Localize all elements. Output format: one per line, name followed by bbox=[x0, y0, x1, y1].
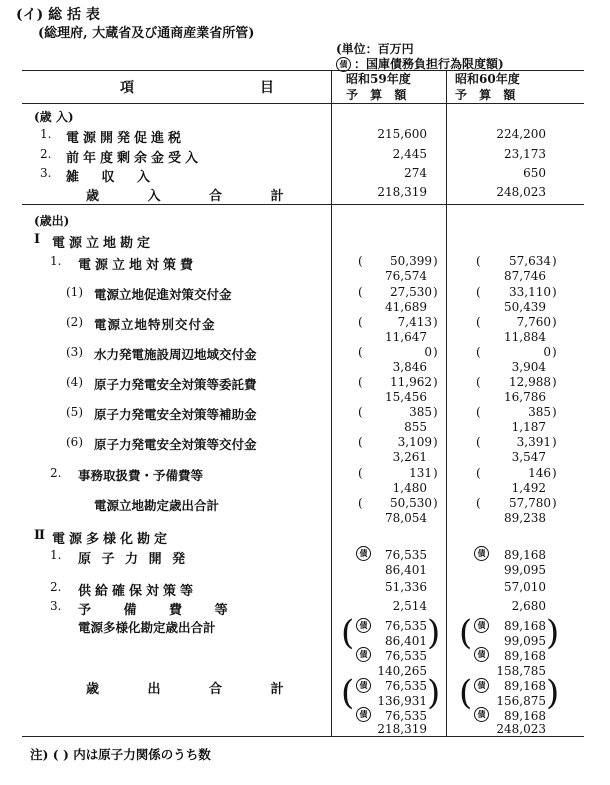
item-header-a: 項 bbox=[120, 80, 134, 96]
row-number: 2. bbox=[40, 147, 52, 161]
fy59-value: 86,401 bbox=[385, 563, 427, 577]
fy59-nuclear-debt-value: 76,535 bbox=[385, 619, 427, 633]
fy60-debt-value: 89,168 bbox=[504, 709, 546, 723]
fy59-value: 140,265 bbox=[377, 664, 427, 678]
unit-line1: (単位：百万円 bbox=[336, 42, 414, 56]
fy60-value: 1,492 bbox=[511, 481, 546, 495]
row-number: (6) bbox=[66, 435, 83, 449]
debt-mark-icon: 債 bbox=[356, 707, 374, 722]
paren-close: ) bbox=[427, 673, 441, 713]
row-number: (2) bbox=[66, 315, 83, 329]
fy60-header-sub: 予 算 額 bbox=[455, 88, 520, 102]
fy59-value: 3,261 bbox=[392, 450, 427, 464]
debt-mark-icon: 債 bbox=[474, 618, 492, 633]
fy60-value: 158,785 bbox=[496, 664, 546, 678]
row-number: (4) bbox=[66, 375, 83, 389]
row-label: 予 備 費 等 bbox=[78, 603, 242, 618]
debt-mark-icon: 債 bbox=[356, 678, 374, 693]
fy59-header: 昭和59年度 bbox=[346, 72, 411, 86]
row-label: 電源立地特別交付金 bbox=[94, 317, 216, 332]
fy59-value: 78,054 bbox=[385, 511, 427, 525]
fy59-nuclear-value: 136,931 bbox=[377, 694, 427, 708]
account-label: 電源立地勘定 bbox=[52, 236, 155, 251]
fy60-value: 650 bbox=[523, 166, 546, 180]
fy59-nuclear-value: 11,962 bbox=[390, 375, 432, 389]
row-label: 事務取扱費・予備費等 bbox=[78, 468, 204, 483]
header-rule bbox=[22, 103, 584, 104]
row-number: 1. bbox=[50, 548, 62, 562]
row-label: 原子力発電安全対策等交付金 bbox=[94, 437, 257, 452]
fy59-value: 3,846 bbox=[392, 360, 427, 374]
fy60-nuclear-value: 33,110 bbox=[509, 285, 551, 299]
section-rule bbox=[22, 204, 584, 205]
item-header-b: 目 bbox=[260, 80, 274, 96]
row-label: 原 子 力 開 発 bbox=[78, 552, 189, 567]
account-total-label: 電源多様化勘定歳出合計 bbox=[78, 620, 216, 635]
fy59-nuclear-value: 0 bbox=[424, 345, 432, 359]
paren-close: ) bbox=[427, 613, 441, 653]
fy59-value: 855 bbox=[404, 420, 427, 434]
debt-mark-icon: 債 bbox=[474, 647, 492, 662]
fy59-header-sub: 予 算 額 bbox=[346, 88, 411, 102]
row-number: 3. bbox=[50, 599, 62, 613]
fy59-value: 76,574 bbox=[385, 269, 427, 283]
fy59-value: 15,456 bbox=[385, 390, 427, 404]
fy60-value: 248,023 bbox=[496, 722, 546, 736]
row-number: (3) bbox=[66, 345, 83, 359]
debt-mark-icon: 債 bbox=[356, 618, 374, 633]
row-label: 前年度剰余金受入 bbox=[66, 151, 203, 166]
fy59-value: 2,445 bbox=[392, 147, 427, 161]
fy59-debt-value: 76,535 bbox=[385, 649, 427, 663]
revenue-section-label: (歳 入) bbox=[34, 110, 74, 124]
fy60-value: 224,200 bbox=[496, 127, 546, 141]
row-label: 水力発電施設周辺地域交付金 bbox=[94, 347, 257, 362]
debt-mark-icon: 債 bbox=[356, 546, 374, 561]
fy60-nuclear-value: 57,780 bbox=[509, 496, 551, 510]
paren-open: ( bbox=[341, 673, 355, 713]
row-label: 原子力発電安全対策等補助金 bbox=[94, 407, 257, 422]
fy59-nuclear-debt-value: 76,535 bbox=[385, 679, 427, 693]
fy60-value: 57,010 bbox=[504, 580, 546, 594]
paren-open: ( bbox=[459, 613, 473, 653]
fy60-debt-value: 89,168 bbox=[504, 649, 546, 663]
table-bottom-rule bbox=[22, 736, 584, 737]
fy60-value: 16,786 bbox=[504, 390, 546, 404]
expenditure-total-label: 歳 出 合 計 bbox=[86, 682, 306, 697]
fy59-nuclear-value: 385 bbox=[409, 405, 432, 419]
fy59-nuclear-value: 27,530 bbox=[390, 285, 432, 299]
unit-line2: 債 ：国庫債務負担行為限度額) bbox=[336, 55, 504, 72]
expenditure-section-label: (歳出) bbox=[34, 214, 70, 228]
fy59-nuclear-value: 7,413 bbox=[397, 315, 432, 329]
fy60-value: 3,904 bbox=[511, 360, 546, 374]
fy60-value: 99,095 bbox=[504, 563, 546, 577]
fy59-debt-value: 76,535 bbox=[385, 709, 427, 723]
fy60-value: 23,173 bbox=[504, 147, 546, 161]
paren-open: ( bbox=[459, 673, 473, 713]
fy60-nuclear-value: 156,875 bbox=[496, 694, 546, 708]
fy60-value: 87,746 bbox=[504, 269, 546, 283]
column-divider-2 bbox=[446, 70, 447, 736]
debt-mark-icon: 債 bbox=[474, 678, 492, 693]
debt-mark-icon: 債 bbox=[474, 707, 492, 722]
fy59-nuclear-value: 131 bbox=[409, 466, 432, 480]
table-title: (イ) 総 括 表 bbox=[16, 7, 100, 23]
fy60-debt-value: 89,168 bbox=[504, 548, 546, 562]
fy59-nuclear-value: 3,109 bbox=[397, 435, 432, 449]
paren-close: ) bbox=[552, 254, 557, 268]
paren-open: ( bbox=[358, 254, 363, 268]
row-label: 電源立地対策費 bbox=[78, 258, 198, 273]
row-number: 1. bbox=[50, 254, 62, 268]
fy60-nuclear-value: 385 bbox=[528, 405, 551, 419]
fy59-value: 41,689 bbox=[385, 300, 427, 314]
fy59-value: 11,647 bbox=[385, 330, 427, 344]
account-number: Ⅱ bbox=[34, 528, 45, 543]
fy59-value: 274 bbox=[404, 166, 427, 180]
fy59-value: 2,514 bbox=[392, 599, 427, 613]
row-number: 2. bbox=[50, 466, 62, 480]
row-label: 供給確保対策等 bbox=[78, 584, 198, 599]
fy59-debt-value: 76,535 bbox=[385, 548, 427, 562]
row-label: 電源立地促進対策交付金 bbox=[94, 287, 232, 302]
debt-mark-icon: 債 bbox=[336, 57, 351, 72]
fy60-nuclear-debt-value: 89,168 bbox=[504, 619, 546, 633]
fy59-nuclear-value: 86,401 bbox=[385, 634, 427, 648]
debt-mark-icon: 債 bbox=[474, 546, 492, 561]
row-number: 2. bbox=[50, 580, 62, 594]
footnote: 注) ( ) 内は原子力関係のうち数 bbox=[30, 747, 211, 762]
fy59-nuclear-value: 50,399 bbox=[390, 254, 432, 268]
fy60-nuclear-value: 7,760 bbox=[516, 315, 551, 329]
paren-open: ( bbox=[476, 254, 481, 268]
fy60-nuclear-value: 99,095 bbox=[504, 634, 546, 648]
fy60-value: 3,547 bbox=[511, 450, 546, 464]
column-divider-1 bbox=[331, 70, 332, 736]
row-label: 原子力発電安全対策等委託費 bbox=[94, 377, 257, 392]
fy60-value: 89,238 bbox=[504, 511, 546, 525]
row-number: (1) bbox=[66, 285, 83, 299]
fy59-value: 215,600 bbox=[377, 127, 427, 141]
fy60-nuclear-value: 146 bbox=[528, 466, 551, 480]
account-label: 電源多様化勘定 bbox=[52, 532, 172, 547]
fy60-value: 248,023 bbox=[496, 185, 546, 199]
row-label: 電源開発促進税 bbox=[66, 131, 186, 146]
fy60-nuclear-value: 57,634 bbox=[509, 254, 551, 268]
paren-close: ) bbox=[433, 254, 438, 268]
fy60-value: 1,187 bbox=[511, 420, 546, 434]
fy60-value: 11,884 bbox=[504, 330, 546, 344]
fy59-value: 218,319 bbox=[377, 185, 427, 199]
fy60-value: 50,439 bbox=[504, 300, 546, 314]
debt-mark-icon: 債 bbox=[356, 647, 374, 662]
ministries-note: (総理府, 大蔵省及び通商産業省所管) bbox=[38, 26, 255, 41]
row-number: 1. bbox=[40, 127, 52, 141]
paren-close: ) bbox=[546, 673, 560, 713]
account-total-label: 電源立地勘定歳出合計 bbox=[94, 498, 220, 513]
fy60-nuclear-value: 0 bbox=[543, 345, 551, 359]
row-number: 3. bbox=[40, 166, 52, 180]
fy59-value: 51,336 bbox=[385, 580, 427, 594]
fy60-header: 昭和60年度 bbox=[455, 72, 520, 86]
fy60-nuclear-debt-value: 89,168 bbox=[504, 679, 546, 693]
fy60-nuclear-value: 12,988 bbox=[509, 375, 551, 389]
fy59-value: 218,319 bbox=[377, 722, 427, 736]
row-number: (5) bbox=[66, 405, 83, 419]
paren-close: ) bbox=[546, 613, 560, 653]
fy59-nuclear-value: 50,530 bbox=[390, 496, 432, 510]
revenue-total-label: 歳 入 合 計 bbox=[86, 189, 306, 204]
fy59-value: 1,480 bbox=[392, 481, 427, 495]
paren-open: ( bbox=[341, 613, 355, 653]
fy60-value: 2,680 bbox=[511, 599, 546, 613]
row-label: 雑 収 入 bbox=[66, 170, 160, 185]
account-number: Ⅰ bbox=[34, 232, 41, 247]
fy60-nuclear-value: 3,391 bbox=[516, 435, 551, 449]
